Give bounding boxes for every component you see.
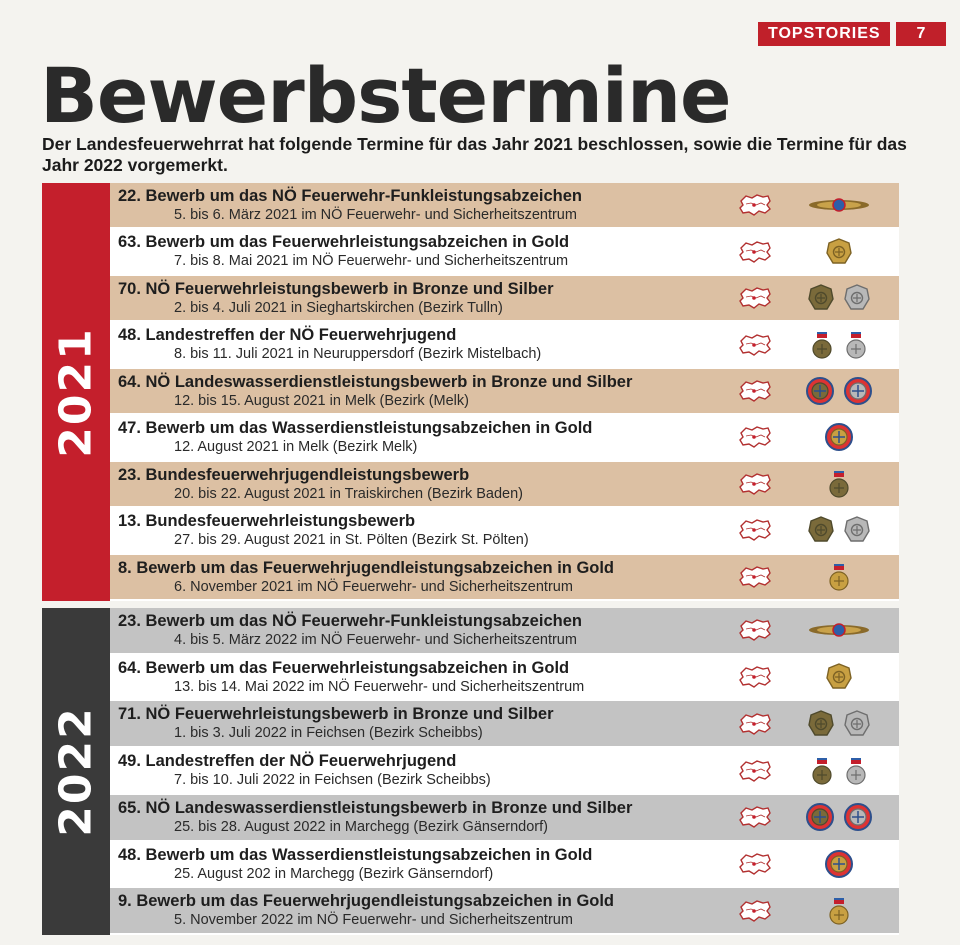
map-icon (731, 415, 779, 459)
map-icon (731, 229, 779, 273)
event-title: 65. NÖ Landeswasserdienstleistungsbewerb in Bronze und Silber (118, 798, 633, 817)
year-bar (42, 183, 110, 601)
event-list (110, 183, 899, 601)
bronze-badge-icon (807, 709, 835, 739)
event-row (110, 888, 899, 935)
event-title: 8. Bewerb um das Feuerwehrjugendleistungsabzeichen in Gold (118, 558, 615, 577)
event-date: 6. November 2021 im NÖ Feuerwehr- und Sicherheitszentrum (174, 578, 573, 595)
event-text (110, 748, 731, 793)
event-text (110, 508, 731, 552)
map-icon (731, 842, 779, 887)
event-text (110, 795, 731, 840)
map-icon (731, 795, 779, 840)
funk-badge-icon (807, 195, 871, 215)
map-icon (731, 183, 779, 227)
badge-group (779, 415, 899, 459)
bronze-badge-icon (807, 283, 835, 313)
event-row (110, 608, 899, 655)
event-row (110, 748, 899, 795)
event-title: 71. NÖ Feuerwehrleistungsbewerb in Bronze und Silber (118, 705, 554, 724)
funk-badge-icon (807, 620, 871, 640)
event-text (110, 462, 731, 506)
event-date: 13. bis 14. Mai 2022 im NÖ Feuerwehr- und Sicherheitszentrum (174, 678, 585, 695)
event-title: 48. Landestreffen der NÖ Feuerwehrjugend (118, 326, 457, 345)
event-text (110, 555, 731, 599)
intro-text: Der Landesfeuerwehrrat hat folgende Termine für das Jahr 2021 beschlossen, sowie die Termine für das Jahr 2022 vorgemerkt. (42, 134, 907, 175)
event-row (110, 322, 899, 368)
map-icon (731, 462, 779, 506)
badge-group (779, 701, 899, 746)
badge-group (779, 795, 899, 840)
event-text (110, 842, 731, 887)
youth-gold-badge-icon (826, 896, 852, 926)
badge-group (779, 555, 899, 599)
event-date: 7. bis 8. Mai 2021 im NÖ Feuerwehr- und Sicherheitszentrum (174, 253, 569, 270)
map-icon (731, 276, 779, 320)
map-icon (731, 655, 779, 700)
event-date: 12. August 2021 in Melk (Bezirk Melk) (174, 439, 418, 456)
event-date: 2. bis 4. Juli 2021 in Sieghartskirchen (Bezirk Tulln) (174, 299, 503, 316)
event-date: 12. bis 15. August 2021 in Melk (Bezirk (Melk) (174, 392, 469, 409)
badge-group (779, 229, 899, 273)
event-date: 7. bis 10. Juli 2022 in Feichsen (Bezirk Scheibbs) (174, 772, 491, 789)
event-title: 64. Bewerb um das Feuerwehrleistungsabzeichen in Gold (118, 658, 570, 677)
map-icon (731, 555, 779, 599)
youth-gold-badge-icon (826, 562, 852, 592)
section-label: TOPSTORIES (758, 22, 890, 46)
event-row (110, 369, 899, 415)
event-text (110, 183, 731, 227)
badge-group (779, 608, 899, 653)
event-row (110, 655, 899, 702)
youth-bronze-badge-icon (809, 330, 835, 360)
badge-group (779, 842, 899, 887)
federal-bronze-badge-icon (807, 515, 835, 545)
federal-youth-badge-icon (826, 469, 852, 499)
event-date: 4. bis 5. März 2022 im NÖ Feuerwehr- und Sicherheitszentrum (174, 632, 577, 648)
event-text (110, 276, 731, 320)
event-row (110, 701, 899, 748)
map-icon (731, 888, 779, 933)
year-label: 2021 (50, 326, 102, 458)
water-gold-badge-icon (824, 422, 854, 452)
gold-badge-icon (825, 662, 853, 692)
event-row (110, 842, 899, 889)
event-date: 8. bis 11. Juli 2021 in Neuruppersdorf (Bezirk Mistelbach) (174, 346, 542, 363)
event-date: 1. bis 3. Juli 2022 in Feichsen (Bezirk Scheibbs) (174, 725, 483, 742)
event-date: 20. bis 22. August 2021 in Traiskirchen (Bezirk Baden) (174, 485, 523, 502)
youth-bronze-badge-icon (809, 756, 835, 786)
event-list (110, 608, 899, 935)
event-title: 63. Bewerb um das Feuerwehrleistungsabzeichen in Gold (118, 233, 570, 252)
event-row (110, 415, 899, 461)
silver-badge-icon (843, 283, 871, 313)
map-icon (731, 322, 779, 366)
year-block-2022 (42, 608, 899, 935)
page-number: 7 (896, 22, 946, 46)
event-title: 23. Bundesfeuerwehrjugendleistungsbewerb (118, 465, 470, 484)
federal-silver-badge-icon (843, 515, 871, 545)
event-title: 23. Bewerb um das NÖ Feuerwehr-Funkleistungsabzeichen (118, 612, 582, 630)
badge-group (779, 508, 899, 552)
water-bronze-badge-icon (805, 802, 835, 832)
badge-group (779, 276, 899, 320)
map-icon (731, 701, 779, 746)
silver-badge-icon (843, 709, 871, 739)
gold-badge-icon (825, 237, 853, 267)
map-icon (731, 508, 779, 552)
event-date: 25. bis 28. August 2022 in Marchegg (Bezirk Gänserndorf) (174, 818, 548, 835)
event-text (110, 701, 731, 746)
badge-group (779, 748, 899, 793)
year-block-2021 (42, 183, 899, 601)
event-title: 64. NÖ Landeswasserdienstleistungsbewerb in Bronze und Silber (118, 372, 633, 391)
event-row (110, 795, 899, 842)
year-label: 2022 (50, 706, 102, 837)
badge-group (779, 462, 899, 506)
youth-silver-badge-icon (843, 756, 869, 786)
map-icon (731, 369, 779, 413)
event-title: 13. Bundesfeuerwehrleistungsbewerb (118, 512, 416, 531)
event-text (110, 608, 731, 653)
event-date: 27. bis 29. August 2021 in St. Pölten (Bezirk St. Pölten) (174, 532, 529, 549)
badge-group (779, 369, 899, 413)
event-row (110, 508, 899, 554)
badge-group (779, 322, 899, 366)
event-row (110, 462, 899, 508)
event-row (110, 276, 899, 322)
water-silver-badge-icon (843, 802, 873, 832)
badge-group (779, 655, 899, 700)
event-title: 22. Bewerb um das NÖ Feuerwehr-Funkleistungsabzeichen (118, 187, 582, 205)
event-title: 49. Landestreffen der NÖ Feuerwehrjugend (118, 752, 457, 771)
event-row (110, 229, 899, 275)
event-text (110, 888, 731, 933)
map-icon (731, 608, 779, 653)
section-header (758, 22, 946, 46)
event-text (110, 229, 731, 273)
event-date: 25. August 202 in Marchegg (Bezirk Gänserndorf) (174, 865, 494, 882)
event-text (110, 415, 731, 459)
badge-group (779, 183, 899, 227)
event-title: 48. Bewerb um das Wasserdienstleistungsabzeichen in Gold (118, 845, 593, 864)
youth-silver-badge-icon (843, 330, 869, 360)
event-title: 9. Bewerb um das Feuerwehrjugendleistungsabzeichen in Gold (118, 892, 615, 911)
event-date: 5. bis 6. März 2021 im NÖ Feuerwehr- und Sicherheitszentrum (174, 207, 577, 223)
water-bronze-badge-icon (805, 376, 835, 406)
event-row (110, 183, 899, 229)
event-text (110, 369, 731, 413)
page-title: Bewerbstermine (40, 51, 731, 140)
badge-group (779, 888, 899, 933)
water-gold-badge-icon (824, 849, 854, 879)
event-row (110, 555, 899, 601)
water-silver-badge-icon (843, 376, 873, 406)
event-text (110, 655, 731, 700)
year-bar (42, 608, 110, 935)
event-title: 47. Bewerb um das Wasserdienstleistungsabzeichen in Gold (118, 419, 593, 438)
event-text (110, 322, 731, 366)
event-date: 5. November 2022 im NÖ Feuerwehr- und Sicherheitszentrum (174, 912, 573, 929)
map-icon (731, 748, 779, 793)
event-title: 70. NÖ Feuerwehrleistungsbewerb in Bronze und Silber (118, 279, 554, 298)
